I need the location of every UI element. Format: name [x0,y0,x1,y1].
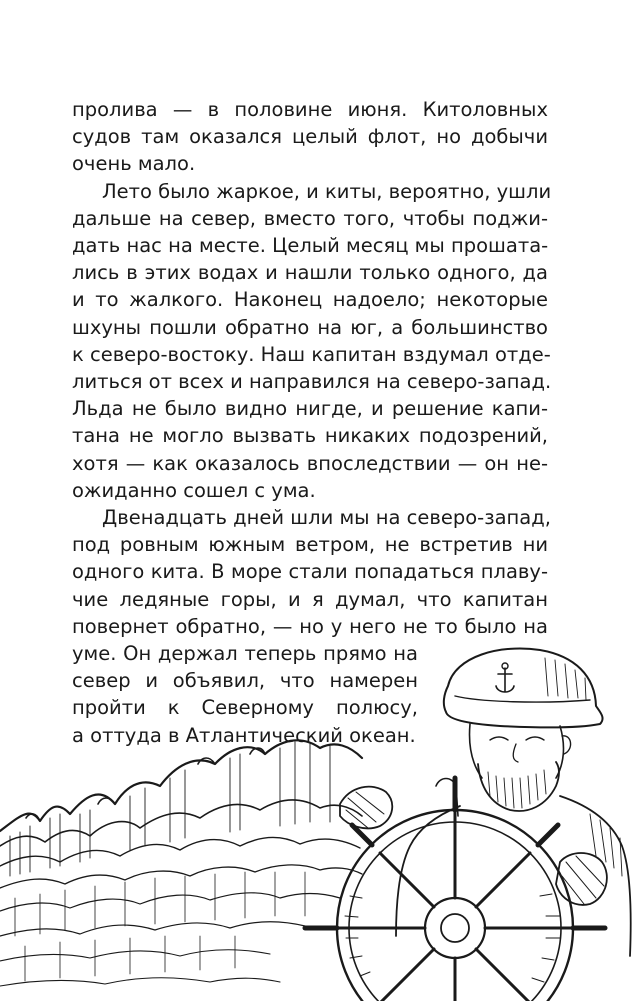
text-line: очень мало. [72,152,196,176]
text-line: одного кита. В море стали попадаться плаву- [72,560,548,584]
text-line: под ровным южным ветром, не встретив ни [72,533,548,557]
text-line: дальше на север, вместо того, чтобы поджи- [72,206,548,230]
text-line: повернет обратно, — но у него не то было на [72,614,548,638]
text-line: Двенадцать дней шли мы на северо-запад, [102,506,551,530]
captain [340,649,631,957]
waves [0,740,362,986]
text-line: литься от всех и направился на северо-запад. [72,370,552,394]
text-line: хотя — как оказалось впоследствии — он не- [72,451,548,475]
text-line: тана не могло вызвать никаких подозрений, [72,424,548,448]
text-line: пролива — в половине июня. Китоловных [72,98,548,121]
text-line: Лето было жаркое, и киты, вероятно, ушли [102,179,552,203]
captain-illustration [0,636,644,1001]
text-line: север и объявил, что намерен [72,669,418,693]
text-line: ожиданно сошел с ума. [72,478,316,502]
text-line: Льда не было видно нигде, и решение капи- [72,397,548,421]
text-line: к северо-востоку. Наш капитан вздумал отде- [72,342,551,366]
text-line: дать нас на месте. Целый месяц мы прошата- [72,234,549,258]
ships-wheel [305,778,605,1001]
text-line: и то жалкого. Наконец надоело; некоторые [72,288,548,312]
text-line: чие ледяные горы, и я думал, что капитан [72,587,548,611]
text-line: а оттуда в Атлантический океан. [72,723,416,747]
text-line: шхуны пошли обратно на юг, а большинство [72,315,548,339]
text-line: судов там оказался целый флот, но добычи [72,125,548,149]
text-line: лись в этих водах и нашли только одного, да [72,261,548,285]
text-line: пройти к Северному полюсу, [72,696,418,720]
text-line: уме. Он держал теперь прямо на [72,642,418,666]
